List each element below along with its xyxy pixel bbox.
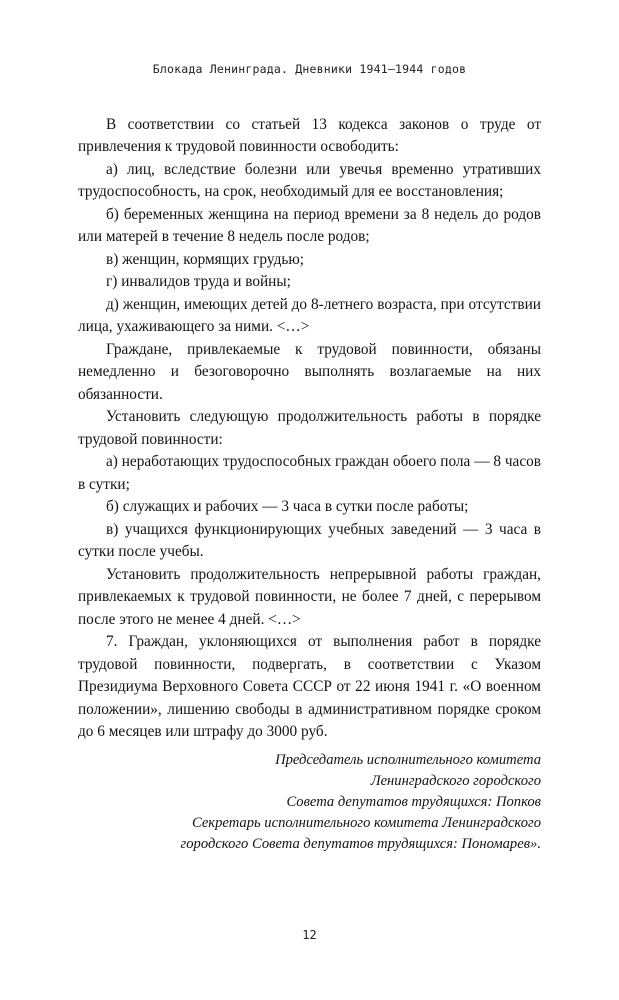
paragraph: 7. Граждан, уклоняющихся от выполнения работ в порядке трудовой повинности, подвергать, в соответствии с Указом Президиума Верховного Совета СССР от 22 июня 1941 г. «О военном положении», лишению свободы в административном порядке сроком до 6 месяцев или штрафу до 3000 руб. [78, 633, 541, 741]
page-number: 12 [302, 928, 317, 942]
signature-line: городского Совета депутатов трудящихся: Пономарев». [180, 836, 541, 853]
paragraph: Граждане, привлекаемые к трудовой повинности, обязаны немедленно и безоговорочно выполнять возлагаемые на них обязанности. [78, 340, 541, 403]
paragraph: а) лиц, вследствие болезни или увечья временно утративших трудоспособность, на срок, необходимый для ее восстановления; [78, 160, 541, 201]
signature-line: Ленинградского городского [370, 772, 541, 789]
signature-block [78, 750, 541, 856]
paragraph: в) женщин, кормящих грудью; [106, 250, 304, 268]
paragraph: В соответствии со статьей 13 кодекса законов о труде от привлечения к трудовой повинности освободить: [78, 116, 541, 156]
paragraph: б) служащих и рабочих — 3 часа в сутки после работы; [106, 498, 469, 516]
signature-line: Председатель исполнительного комитета [275, 751, 541, 768]
paragraph: а) неработающих трудоспособных граждан обоего пола — 8 часов в сутки; [78, 453, 541, 493]
paragraph: б) беременных женщина на период времени за 8 недель до родов или матерей в течение 8 недель после родов; [78, 205, 541, 246]
body-text [78, 114, 541, 744]
paragraph: д) женщин, имеющих детей до 8-летнего возраста, при отсутствии лица, ухаживающего за ними. <…> [78, 295, 541, 336]
paragraph: г) инвалидов труда и войны; [106, 273, 291, 291]
paragraph: Установить следующую продолжительность работы в порядке трудовой повинности: [78, 408, 541, 448]
running-head: Блокада Ленинграда. Дневники 1941—1944 годов [152, 62, 467, 76]
signature-line: Совета депутатов трудящихся: Попков [286, 793, 541, 810]
paragraph: Установить продолжительность непрерывной работы граждан, привлекаемых к трудовой повинности, не более 7 дней, с перерывом после этого не менее 4 дней. <…> [78, 565, 541, 628]
signature-line: Секретарь исполнительного комитета Ленинградского [191, 815, 541, 832]
paragraph: в) учащихся функционирующих учебных заведений — 3 часа в сутки после учебы. [78, 520, 541, 561]
